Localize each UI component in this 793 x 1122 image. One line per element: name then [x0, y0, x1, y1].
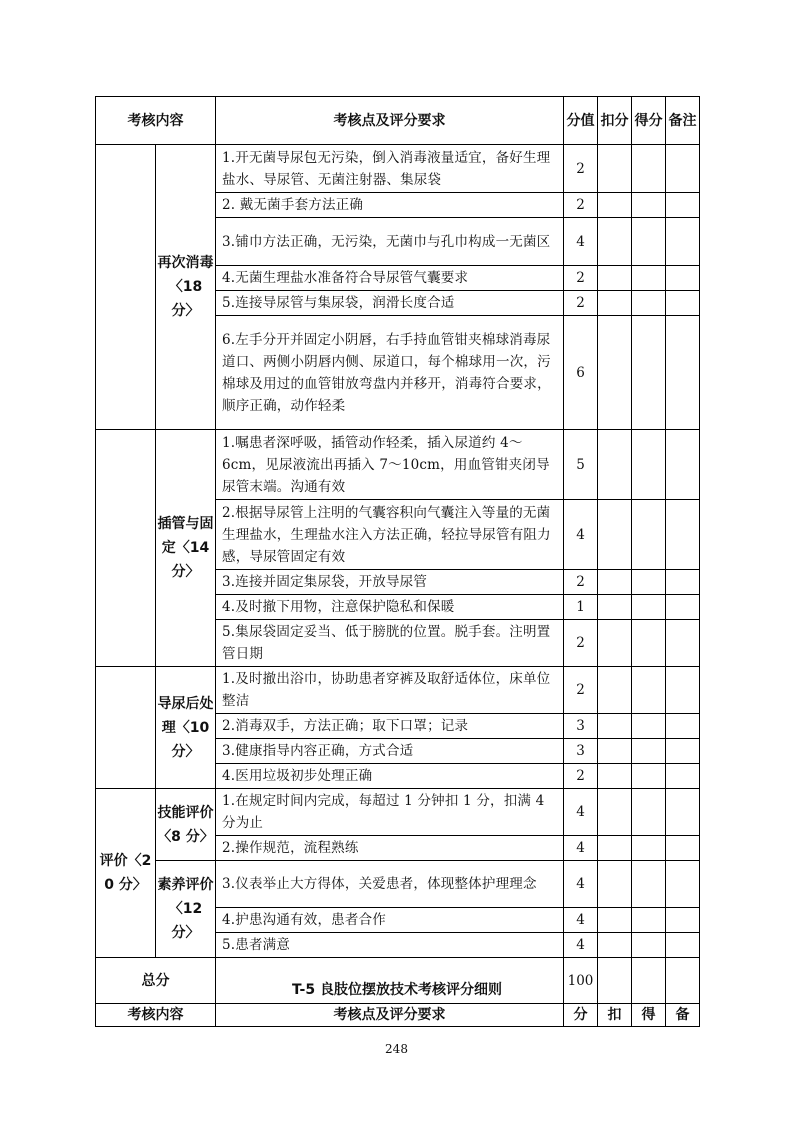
requirement-text: 3.健康指导内容正确，方式合适 — [216, 739, 564, 764]
score-value: 1 — [564, 595, 598, 620]
header-row — [96, 1004, 700, 1027]
got-cell — [632, 595, 666, 620]
got-cell — [632, 193, 666, 218]
note-cell — [666, 789, 700, 836]
deduct-cell — [598, 933, 632, 958]
deduct-cell — [598, 218, 632, 266]
requirement-text: 5.集尿袋固定妥当、低于膀胱的位置。脱手套。注明置管日期 — [216, 620, 564, 667]
section-name: 插管与固定〈14 分〉 — [156, 430, 216, 667]
header-got: 得分 — [632, 97, 666, 145]
table-row — [96, 667, 700, 714]
deduct-cell — [598, 500, 632, 570]
score-value: 2 — [564, 193, 598, 218]
got-cell — [632, 291, 666, 316]
blank-cell — [96, 145, 156, 430]
score-value: 2 — [564, 764, 598, 789]
requirement-text: 6.左手分开并固定小阴唇，右手持血管钳夹棉球消毒尿道口、两侧小阴唇内侧、尿道口，每个棉球用一次，污棉球及用过的血管钳放弯盘内并移开，消毒符合要求，顺序正确，动作轻柔 — [216, 316, 564, 430]
blank-cell — [96, 667, 156, 789]
note-cell — [666, 667, 700, 714]
header-points: 考核点及评分要求 — [216, 97, 564, 145]
score-value: 3 — [564, 739, 598, 764]
score-value: 4 — [564, 908, 598, 933]
deduct-cell — [598, 667, 632, 714]
note-cell — [666, 145, 700, 193]
score-value: 4 — [564, 836, 598, 861]
header-points: 考核点及评分要求 — [216, 1004, 564, 1027]
header-content: 考核内容 — [96, 97, 216, 145]
got-cell — [632, 933, 666, 958]
requirement-text: 2.消毒双手，方法正确；取下口罩；记录 — [216, 714, 564, 739]
note-cell — [666, 570, 700, 595]
score-value: 6 — [564, 316, 598, 430]
deduct-cell — [598, 836, 632, 861]
note-cell — [666, 908, 700, 933]
requirement-text: 4.护患沟通有效，患者合作 — [216, 908, 564, 933]
got-cell — [632, 714, 666, 739]
next-table-header — [95, 1003, 700, 1027]
requirement-text: 1.及时撤出浴巾，协助患者穿裤及取舒适体位，床单位整洁 — [216, 667, 564, 714]
subsection-name: 素养评价〈12 分〉 — [156, 861, 216, 958]
got-cell — [632, 908, 666, 933]
note-cell — [666, 836, 700, 861]
got-cell — [632, 570, 666, 595]
note-cell — [666, 595, 700, 620]
header-score: 分值 — [564, 97, 598, 145]
evaluation-name: 评价〈20 分〉 — [96, 789, 156, 958]
score-value: 2 — [564, 291, 598, 316]
score-value: 4 — [564, 500, 598, 570]
requirement-text: 5.连接导尿管与集尿袋，润滑长度合适 — [216, 291, 564, 316]
deduct-cell — [598, 714, 632, 739]
score-value: 4 — [564, 218, 598, 266]
deduct-cell — [598, 266, 632, 291]
note-cell — [666, 500, 700, 570]
got-cell — [632, 764, 666, 789]
page-number: 248 — [385, 1042, 408, 1056]
got-cell — [632, 500, 666, 570]
blank-cell — [96, 430, 156, 667]
got-cell — [632, 789, 666, 836]
section-name: 导尿后处理〈10 分〉 — [156, 667, 216, 789]
note-cell — [666, 620, 700, 667]
got-cell — [632, 430, 666, 500]
scoring-table — [95, 96, 700, 1004]
deduct-cell — [598, 764, 632, 789]
requirement-text: 4.及时撤下用物，注意保护隐私和保暖 — [216, 595, 564, 620]
header-content: 考核内容 — [96, 1004, 216, 1027]
subsection-name: 技能评价〈8 分〉 — [156, 789, 216, 861]
got-cell — [632, 620, 666, 667]
got-cell — [632, 836, 666, 861]
note-cell — [666, 714, 700, 739]
requirement-text: 2. 戴无菌手套方法正确 — [216, 193, 564, 218]
score-value: 2 — [564, 620, 598, 667]
next-table-title: T-5 良肢位摆放技术考核评分细则 — [292, 982, 502, 998]
deduct-cell — [598, 291, 632, 316]
note-cell — [666, 764, 700, 789]
requirement-text: 5.患者满意 — [216, 933, 564, 958]
note-cell — [666, 218, 700, 266]
score-value: 3 — [564, 714, 598, 739]
score-value: 2 — [564, 667, 598, 714]
table-row — [96, 145, 700, 193]
note-cell — [666, 933, 700, 958]
header-got: 得 — [632, 1004, 666, 1027]
header-deduct: 扣 — [598, 1004, 632, 1027]
requirement-text: 2.操作规范，流程熟练 — [216, 836, 564, 861]
deduct-cell — [598, 861, 632, 908]
requirement-text: 3.铺巾方法正确，无污染，无菌巾与孔巾构成一无菌区 — [216, 218, 564, 266]
score-value: 4 — [564, 789, 598, 836]
deduct-cell — [598, 789, 632, 836]
got-cell — [632, 145, 666, 193]
score-value: 4 — [564, 861, 598, 908]
deduct-cell — [598, 570, 632, 595]
deduct-cell — [598, 739, 632, 764]
deduct-cell — [598, 595, 632, 620]
note-cell — [666, 193, 700, 218]
score-value: 4 — [564, 933, 598, 958]
total-label: 总分 — [96, 958, 216, 1004]
deduct-cell — [598, 145, 632, 193]
requirement-text: 3.仪表举止大方得体，关爱患者，体现整体护理理念 — [216, 861, 564, 908]
got-cell — [632, 861, 666, 908]
got-cell — [632, 218, 666, 266]
requirement-text: 3.连接并固定集尿袋，开放导尿管 — [216, 570, 564, 595]
total-score: 100 — [564, 958, 598, 1004]
deduct-cell — [598, 193, 632, 218]
note-cell — [666, 739, 700, 764]
header-note: 备注 — [666, 97, 700, 145]
deduct-cell — [598, 908, 632, 933]
score-value: 2 — [564, 266, 598, 291]
header-deduct: 扣分 — [598, 97, 632, 145]
table-row — [96, 430, 700, 500]
requirement-text: 4.医用垃圾初步处理正确 — [216, 764, 564, 789]
header-score: 分 — [564, 1004, 598, 1027]
got-cell — [632, 266, 666, 291]
note-cell — [666, 266, 700, 291]
got-cell — [632, 316, 666, 430]
requirement-text: 1.嘱患者深呼吸，插管动作轻柔，插入尿道约 4～6cm，见尿液流出再插入 7～10cm，用血管钳夹闭导尿管末端。沟通有效 — [216, 430, 564, 500]
table-row — [96, 861, 700, 908]
deduct-cell — [598, 620, 632, 667]
note-cell — [666, 861, 700, 908]
requirement-text: 1.开无菌导尿包无污染，倒入消毒液量适宜，备好生理盐水、导尿管、无菌注射器、集尿袋 — [216, 145, 564, 193]
table-row — [96, 789, 700, 836]
note-cell — [666, 430, 700, 500]
deduct-cell — [598, 316, 632, 430]
note-cell — [666, 316, 700, 430]
deduct-cell — [598, 430, 632, 500]
requirement-text: 4.无菌生理盐水准备符合导尿管气囊要求 — [216, 266, 564, 291]
requirement-text: 2.根据导尿管上注明的气囊容积向气囊注入等量的无菌生理盐水，生理盐水注入方法正确，轻拉导尿管有阻力感，导尿管固定有效 — [216, 500, 564, 570]
got-cell — [632, 739, 666, 764]
score-value: 2 — [564, 145, 598, 193]
note-cell — [666, 291, 700, 316]
requirement-text: 1.在规定时间内完成，每超过 1 分钟扣 1 分，扣满 4 分为止 — [216, 789, 564, 836]
section-name: 再次消毒〈18 分〉 — [156, 145, 216, 430]
score-value: 2 — [564, 570, 598, 595]
header-note: 备 — [666, 1004, 700, 1027]
score-value: 5 — [564, 430, 598, 500]
header-row — [96, 97, 700, 145]
got-cell — [632, 667, 666, 714]
